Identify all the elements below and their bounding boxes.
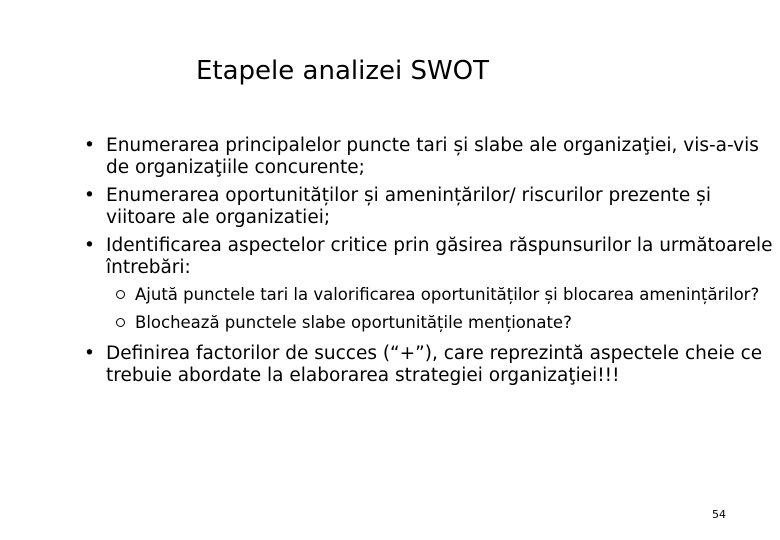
sub-bullet-list [84,285,774,333]
sub-bullet-text: Ajută punctele tari la valorificarea oportunităților și blocarea amenințărilor? [135,285,760,304]
bullet-text: Enumerarea oportunităților și amenințărilor/ riscurilor prezente și viitoare ale organizatiei; [106,185,711,228]
sub-bullet-item [116,313,774,333]
sub-bullet-text: Blochează punctele slabe oportunitățile menționate? [135,313,572,332]
sub-bullet-item [116,285,774,305]
bullet-item [84,185,774,229]
bullet-item [84,135,774,179]
page-number: 54 [712,508,726,521]
slide-title: Etapele analizei SWOT [196,56,490,86]
ring-bullet-icon [116,318,125,327]
bullet-text: Enumerarea principalelor puncte tari și slabe ale organizaţiei, vis-a-vis de organizaţiile concurente; [106,135,759,178]
bullet-item [84,235,774,279]
ring-bullet-icon [116,290,125,299]
bullet-item [84,343,774,387]
bullet-dot-icon: • [84,185,95,206]
bullet-text: Identificarea aspectelor critice prin găsirea răspunsurilor la următoarele întrebări: [106,235,773,278]
bullet-dot-icon: • [84,135,95,156]
bullet-list [84,135,774,393]
bullet-dot-icon: • [84,235,95,256]
bullet-text: Definirea factorilor de succes (“+”), care reprezintă aspectele cheie ce trebuie abordate la elaborarea strategiei organizaţiei!!! [106,343,763,386]
bullet-dot-icon: • [84,343,95,364]
